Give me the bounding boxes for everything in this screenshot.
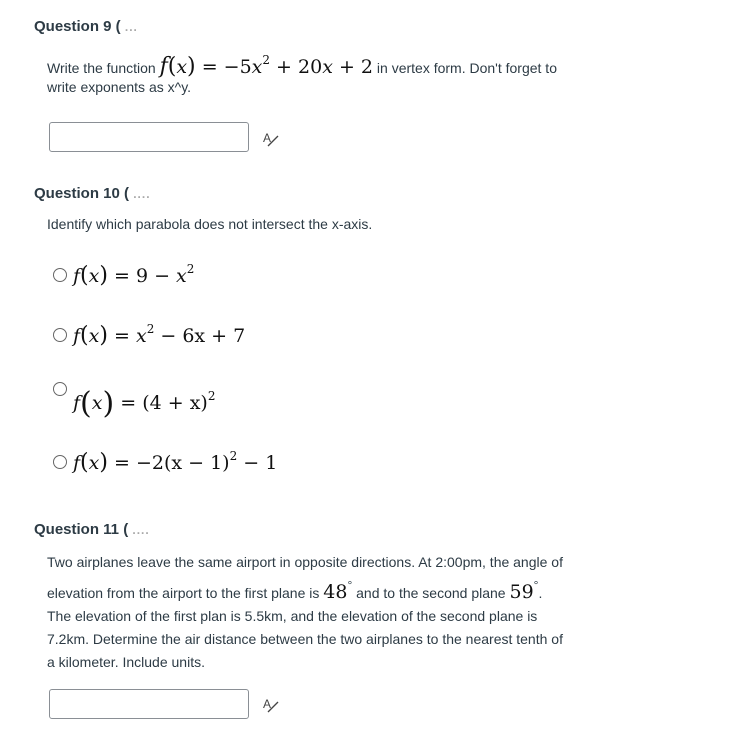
line-2-part-a: elevation from the airport to the first plane is xyxy=(47,585,324,601)
question-11-prompt xyxy=(47,551,707,674)
question-11-title-text: Question 11 ( xyxy=(34,521,129,538)
question-9-prompt-line2: write exponents as x^y. xyxy=(47,79,192,95)
option-2-label: $f(x) = x^2 - 6x + 7$ xyxy=(73,322,246,348)
option-1-rhs-x: x xyxy=(176,265,187,287)
question-9-answer-input[interactable] xyxy=(49,122,249,152)
format-math-icon[interactable] xyxy=(262,130,280,148)
angle-2: 59 xyxy=(509,581,534,603)
option-3-label: $f(x) = (4 + x)^2$ xyxy=(73,386,216,421)
rhs-term-c: + 2 xyxy=(332,56,374,78)
option-2-rhs2: − 6x + 7 xyxy=(154,325,246,347)
option-2-exp: 2 xyxy=(146,322,155,336)
line-2-part-b: and to the second plane xyxy=(352,585,510,601)
option-1-f: f xyxy=(73,265,81,287)
question-10-points-faint: .... xyxy=(133,187,151,201)
angle-2-degree: ° xyxy=(533,578,539,592)
option-4-rhs2: − 1 xyxy=(237,452,278,474)
function-variable: x xyxy=(176,56,188,78)
option-1-label: $f(x) = 9 - x^2$ xyxy=(73,262,195,288)
question-10-title xyxy=(34,185,151,202)
rhs-exponent: 2 xyxy=(262,53,271,67)
rhs-term-a: = −5 xyxy=(201,56,252,78)
question-9-title xyxy=(34,18,138,35)
question-11-points-faint: .... xyxy=(132,523,150,537)
question-11-line-1: Two airplanes leave the same airport in opposite directions. At 2:00pm, the angle of xyxy=(47,554,563,570)
question-11-title xyxy=(34,521,150,538)
option-3-x: x xyxy=(91,392,103,414)
option-2-radio[interactable] xyxy=(53,328,67,342)
option-3-exp: 2 xyxy=(207,389,216,403)
question-10-title-text: Question 10 ( xyxy=(34,185,130,202)
option-3-radio[interactable] xyxy=(53,382,67,396)
question-10-prompt: Identify which parabola does not intersect the x-axis. xyxy=(47,216,373,232)
question-9-title-text: Question 9 ( xyxy=(34,18,121,35)
question-11-line-3: The elevation of the first plan is 5.5km, and the elevation of the second plane is xyxy=(47,608,538,624)
option-4-radio[interactable] xyxy=(53,455,67,469)
question-11-line-2 xyxy=(47,574,707,605)
function-name: f xyxy=(159,54,168,79)
option-4-exp: 2 xyxy=(229,449,238,463)
question-11-answer-input[interactable] xyxy=(49,689,249,719)
option-2-rhs-x: x xyxy=(135,325,147,347)
angle-1: 48 xyxy=(323,581,348,603)
option-1-exp: 2 xyxy=(186,262,195,276)
question-9-text-before: Write the function xyxy=(47,60,156,76)
option-2-f: f xyxy=(73,325,81,347)
question-11-line-4: 7.2km. Determine the air distance between the two airplanes to the nearest tenth of xyxy=(47,631,563,647)
option-1-rhs1: = 9 − xyxy=(114,265,177,287)
option-3-f: f xyxy=(73,392,81,414)
question-9-function: $f(x) = -5x^2 + 20x + 2$ xyxy=(159,53,374,79)
line-2-part-c: . xyxy=(538,585,543,601)
format-math-icon[interactable] xyxy=(262,696,280,714)
option-4-label: $f(x) = -2(x - 1)^2 - 1$ xyxy=(73,449,278,475)
question-11-line-5: a kilometer. Include units. xyxy=(47,654,205,670)
rhs-term-b: + 20 xyxy=(270,56,323,78)
option-2-rhs1: = xyxy=(114,325,136,347)
svg-text:A: A xyxy=(263,697,272,711)
question-9-text-after: in vertex form. Don't forget to xyxy=(373,60,557,76)
rhs-x-2: x xyxy=(322,56,333,78)
option-4-f: f xyxy=(73,452,81,474)
option-1-x: x xyxy=(88,265,100,287)
option-4-rhs1: = −2(x − 1) xyxy=(114,452,230,474)
option-2-x: x xyxy=(88,325,100,347)
option-4-x: x xyxy=(88,452,100,474)
angle-1-degree: ° xyxy=(347,578,353,592)
option-1-radio[interactable] xyxy=(53,268,67,282)
rhs-x: x xyxy=(251,56,263,78)
option-3-rhs1: = (4 + x) xyxy=(120,392,208,414)
question-9-points-faint: ... xyxy=(124,20,138,34)
svg-text:A: A xyxy=(263,131,272,145)
